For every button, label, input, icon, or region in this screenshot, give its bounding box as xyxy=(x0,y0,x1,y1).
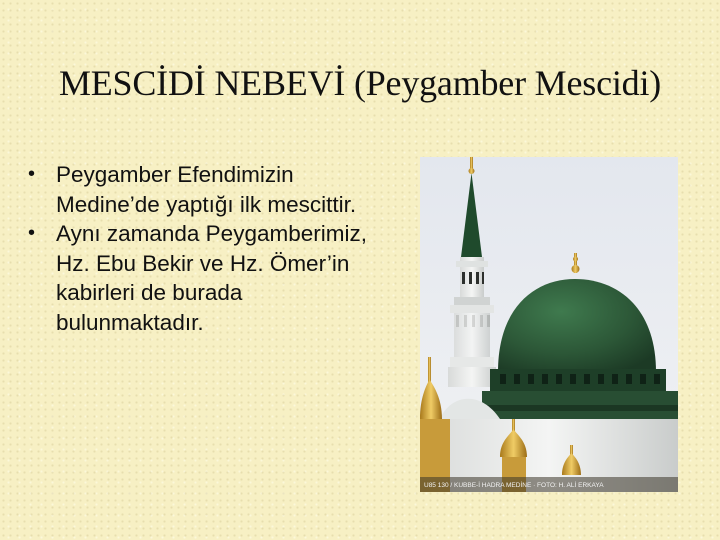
photo-caption: U85 130 / KUBBE-İ HADRA MEDİNE · FOTO: H. ALİ ERKAYA xyxy=(424,482,604,489)
bullet-list xyxy=(26,160,376,337)
slide-title: MESCİDİ NEBEVİ (Peygamber Mescidi) xyxy=(58,63,662,103)
bullet-text: Aynı zamanda Peygamberimiz, Hz. Ebu Bekir ve Hz. Ömer’in kabirleri de burada bulunmaktadır. xyxy=(56,221,367,335)
bullet-item xyxy=(26,219,376,337)
bullet-item xyxy=(26,160,376,219)
mosque-photo xyxy=(420,157,678,492)
bullet-text: Peygamber Efendimizin Medine’de yaptığı ilk mescittir. xyxy=(56,162,357,217)
bullet-icon: • xyxy=(28,163,36,185)
bullet-icon: • xyxy=(28,222,36,244)
green-dome-mosque-illustration xyxy=(420,157,678,492)
